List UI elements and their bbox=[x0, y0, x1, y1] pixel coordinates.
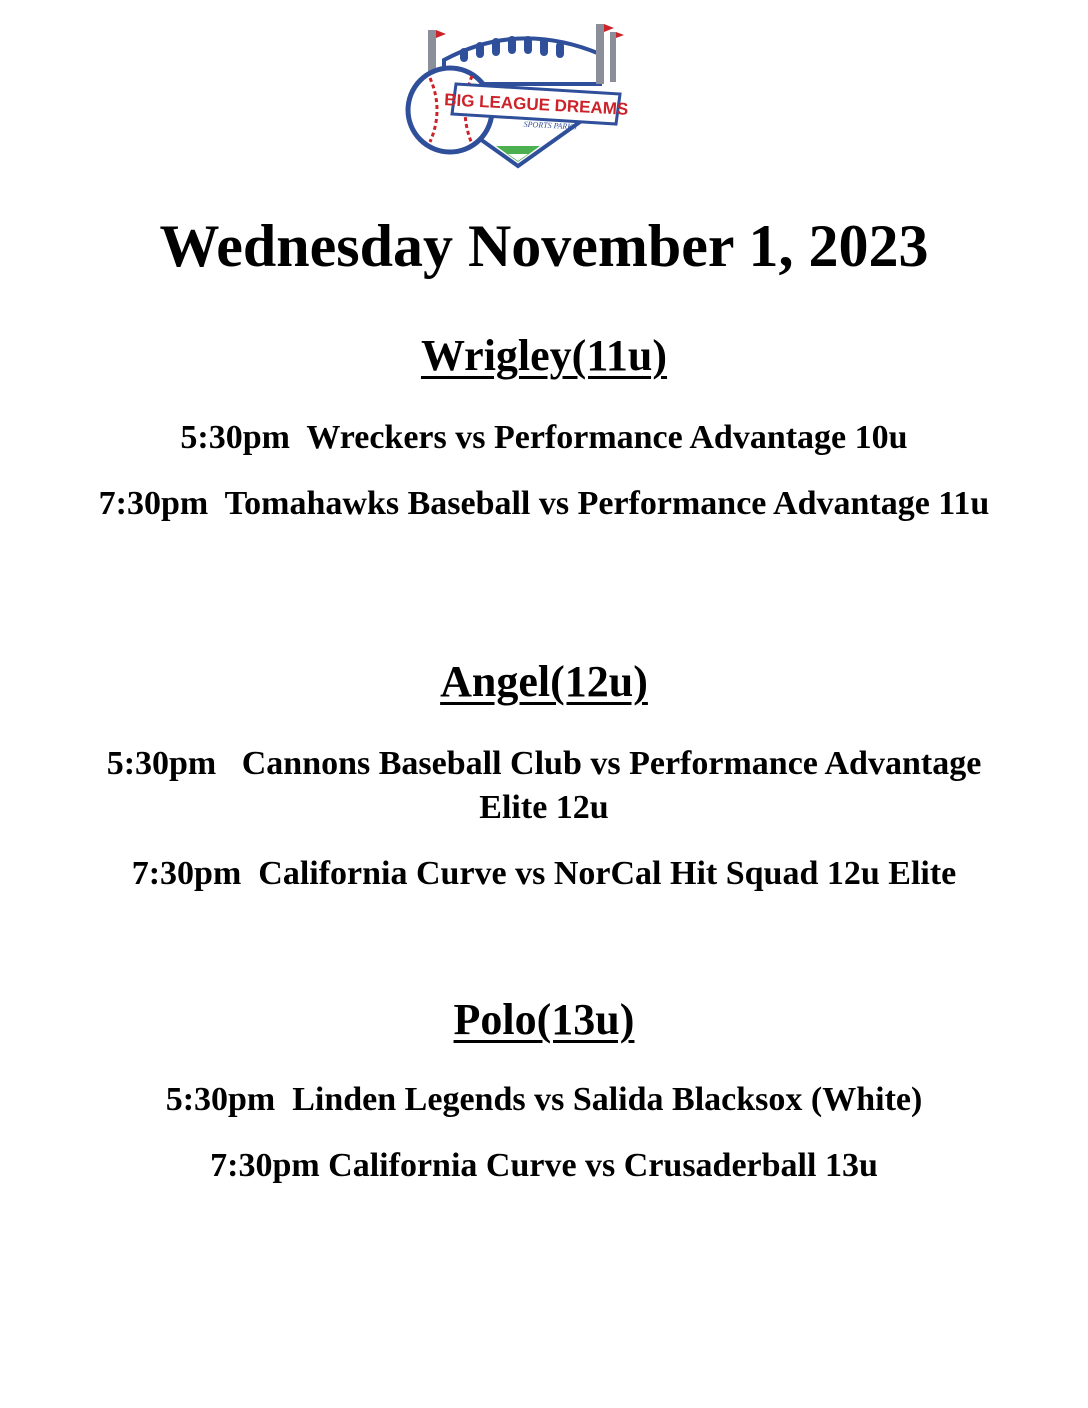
schedule-date-title: Wednesday November 1, 2023 bbox=[159, 213, 929, 279]
game-entry: 5:30pm Cannons Baseball Club vs Performance Advantage Elite 12u bbox=[106, 745, 990, 826]
game-entry: 7:30pm Tomahawks Baseball vs Performance Advantage 11u bbox=[98, 485, 990, 522]
game-entry: 7:30pm California Curve vs Crusaderball 13u bbox=[210, 1147, 878, 1184]
logo-main-text: BIG LEAGUE DREAMS bbox=[443, 90, 629, 119]
logo-sub-text: SPORTS PARKS bbox=[523, 119, 577, 132]
game-entry: 7:30pm California Curve vs NorCal Hit Squad 12u Elite bbox=[131, 855, 957, 892]
field-heading-wrigley: Wrigley(11u) bbox=[420, 331, 668, 380]
game-entry: 5:30pm Wreckers vs Performance Advantage 10u bbox=[180, 419, 908, 456]
big-league-dreams-logo bbox=[400, 14, 636, 172]
field-heading-polo: Polo(13u) bbox=[453, 995, 635, 1044]
game-entry: 5:30pm Linden Legends vs Salida Blacksox (White) bbox=[165, 1081, 923, 1118]
field-heading-angel: Angel(12u) bbox=[440, 657, 648, 706]
